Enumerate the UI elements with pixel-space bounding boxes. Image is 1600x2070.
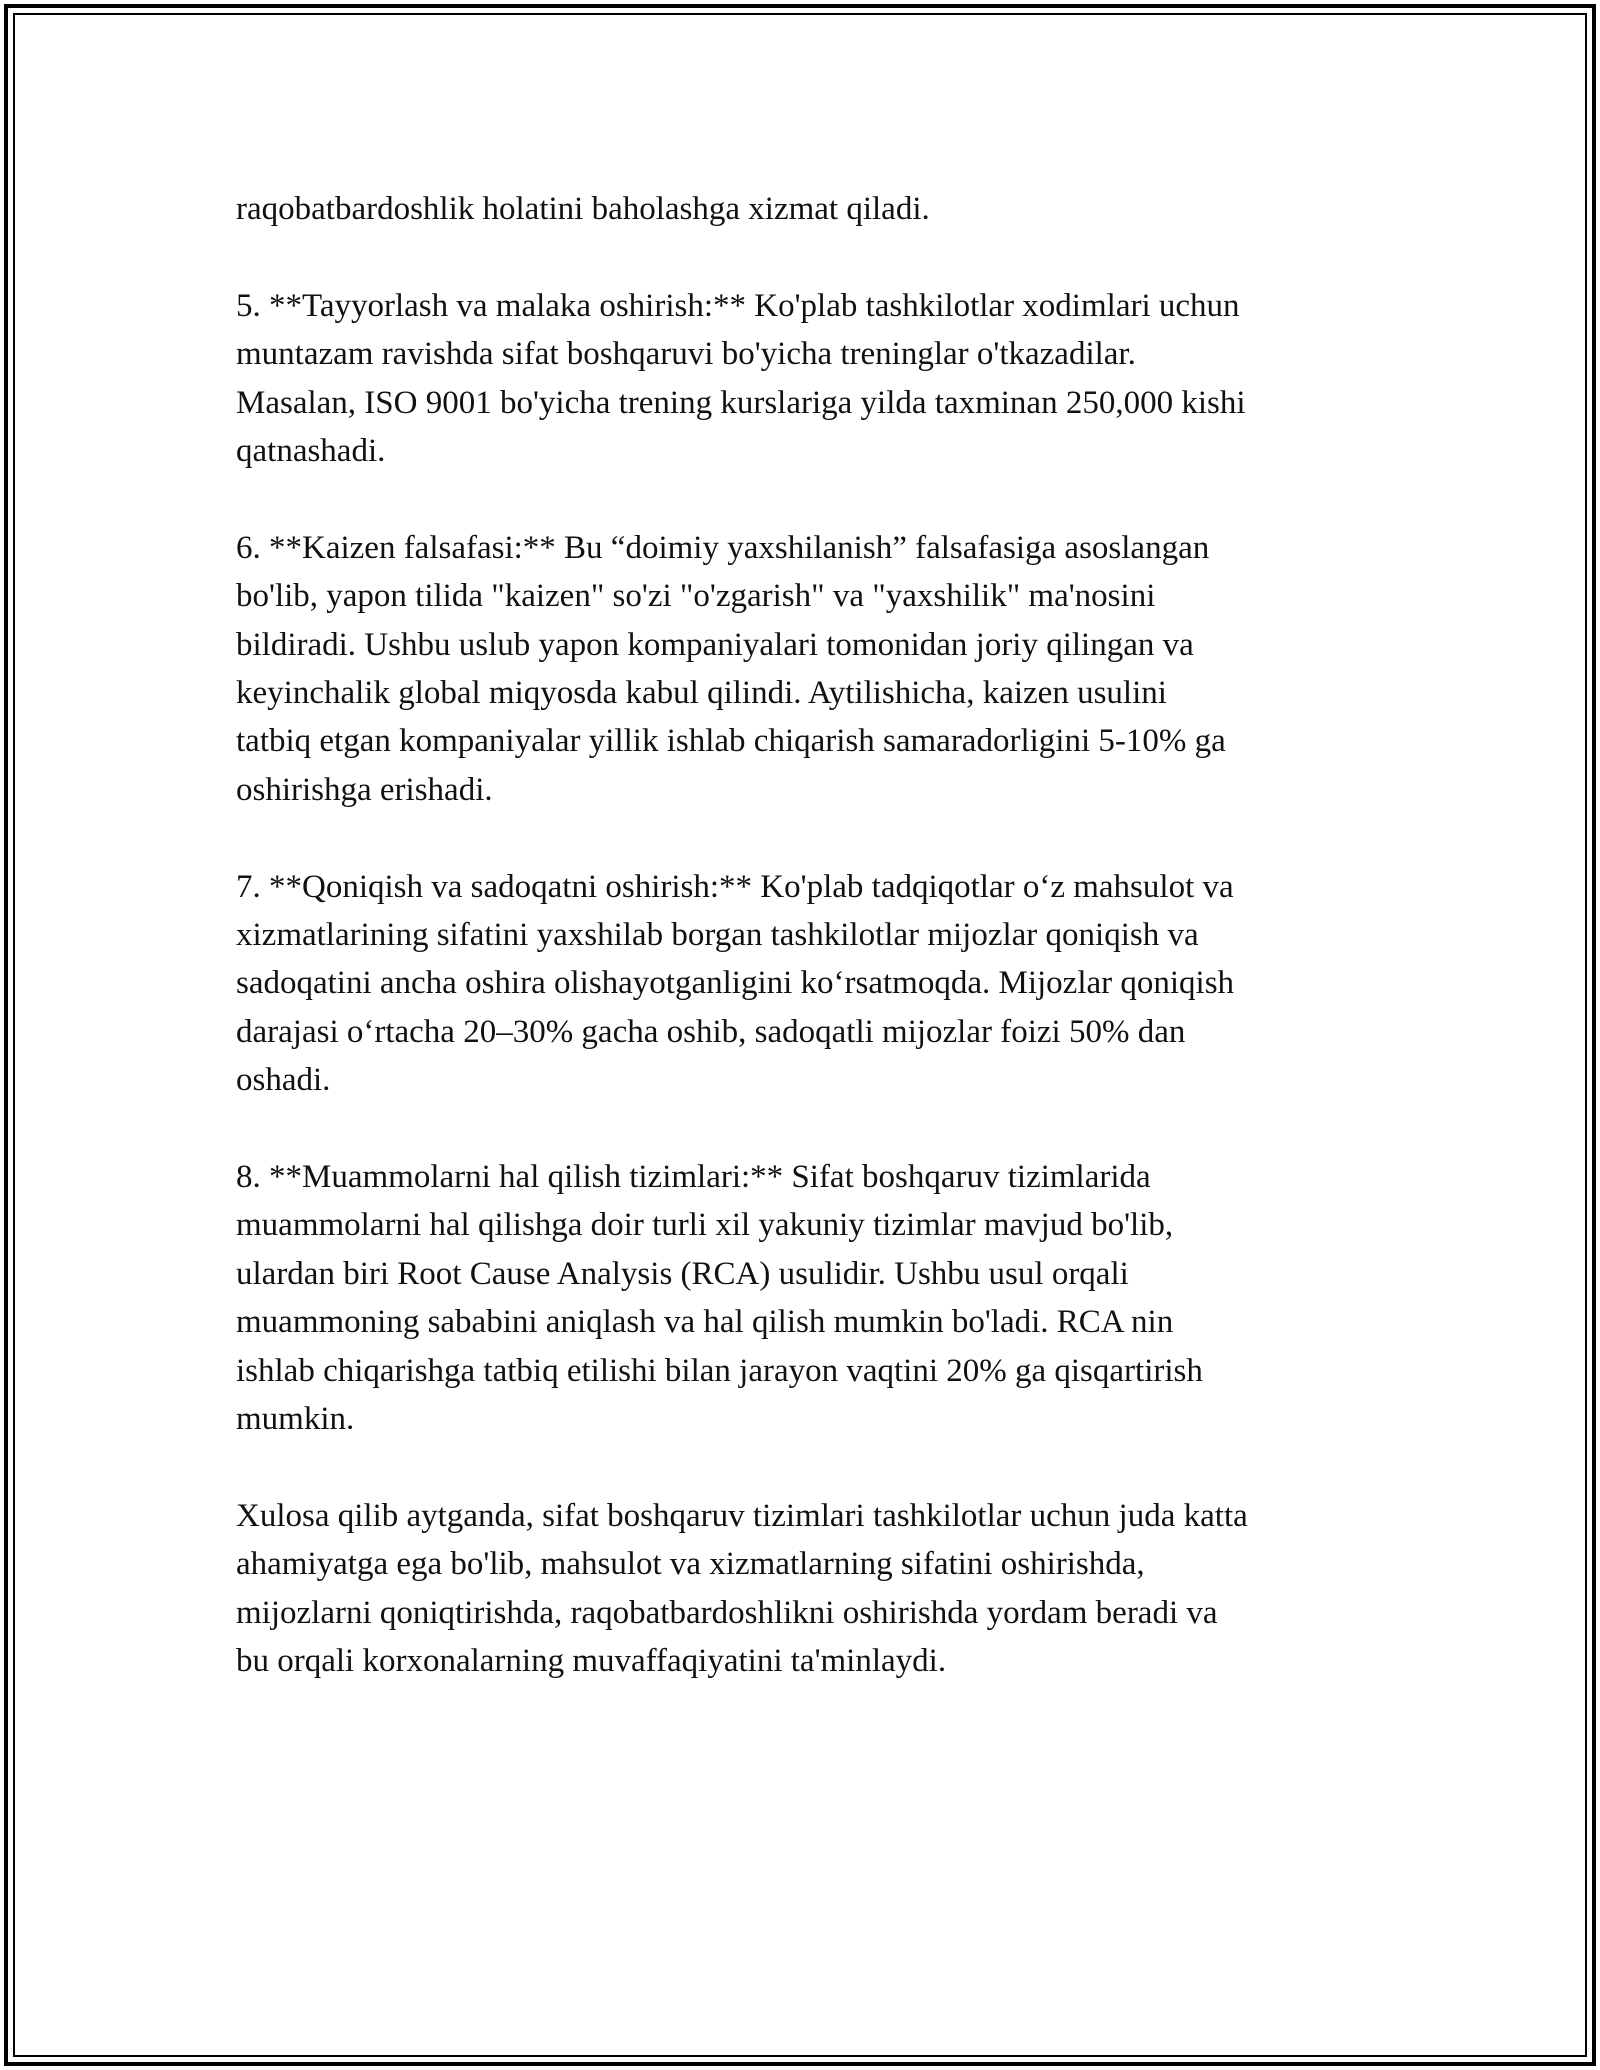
paragraph-item-5-training: 5. **Tayyorlash va malaka oshirish:** Ko'plab tashkilotlar xodimlari uchun muntazam ravishda sifat boshqaruvi bo'yicha treninglar o'tkazadilar. Masalan, ISO 9001 bo'yicha trening kurslariga yilda taxminan 250,000 kishi qatnashadi.	[236, 287, 1246, 470]
document-body	[236, 185, 1376, 1734]
paragraph-item-8-problem-solving: 8. **Muammolarni hal qilish tizimlari:** Sifat boshqaruv tizimlarida muammolarni hal qilishga doir turli xil yakuniy tizimlar mavjud bo'lib, ulardan biri Root Cause Analysis (RCA) usulidir. Ushbu usul orqali muammoning sababini aniqlash va hal qilish mumkin bo'ladi. RCA nin ishlab chiqarishga tatbiq etilishi bilan jarayon vaqtini 20% ga qisqartirish mumkin.	[236, 1159, 1203, 1438]
paragraph-item-7-satisfaction: 7. **Qoniqish va sadoqatni oshirish:** Ko'plab tadqiqotlar o‘z mahsulot va xizmatlarining sifatini yaxshilab borgan tashkilotlar mijozlar qoniqish va sadoqatini ancha oshira olishayotganligini ko‘rsatmoqda. Mijozlar qoniqish darajasi o‘rtacha 20–30% gacha oshib, sadoqatli mijozlar foizi 50% dan oshadi.	[236, 868, 1235, 1099]
paragraph-conclusion: Xulosa qilib aytganda, sifat boshqaruv tizimlari tashkilotlar uchun juda katta ahamiyatga ega bo'lib, mahsulot va xizmatlarning sifatini oshirishda, mijozlarni qoniqtirishda, raqobatbardoshlikni oshirishda yordam beradi va bu orqali korxonalarning muvaffaqiyatini ta'minlaydi.	[236, 1497, 1248, 1680]
paragraph-continuation: raqobatbardoshlik holatini baholashga xizmat qiladi.	[236, 191, 930, 227]
paragraph-item-6-kaizen: 6. **Kaizen falsafasi:** Bu “doimiy yaxshilanish” falsafasiga asoslangan bo'lib, yapon tilida "kaizen" so'zi "o'zgarish" va "yaxshilik" ma'nosini bildiradi. Ushbu uslub yapon kompaniyalari tomonidan joriy qilingan va keyinchalik global miqyosda kabul qilindi. Aytilishicha, kaizen usulini tatbiq etgan kompaniyalar yillik ishlab chiqarish samaradorligini 5-10% ga oshirishga erishadi.	[236, 529, 1226, 808]
